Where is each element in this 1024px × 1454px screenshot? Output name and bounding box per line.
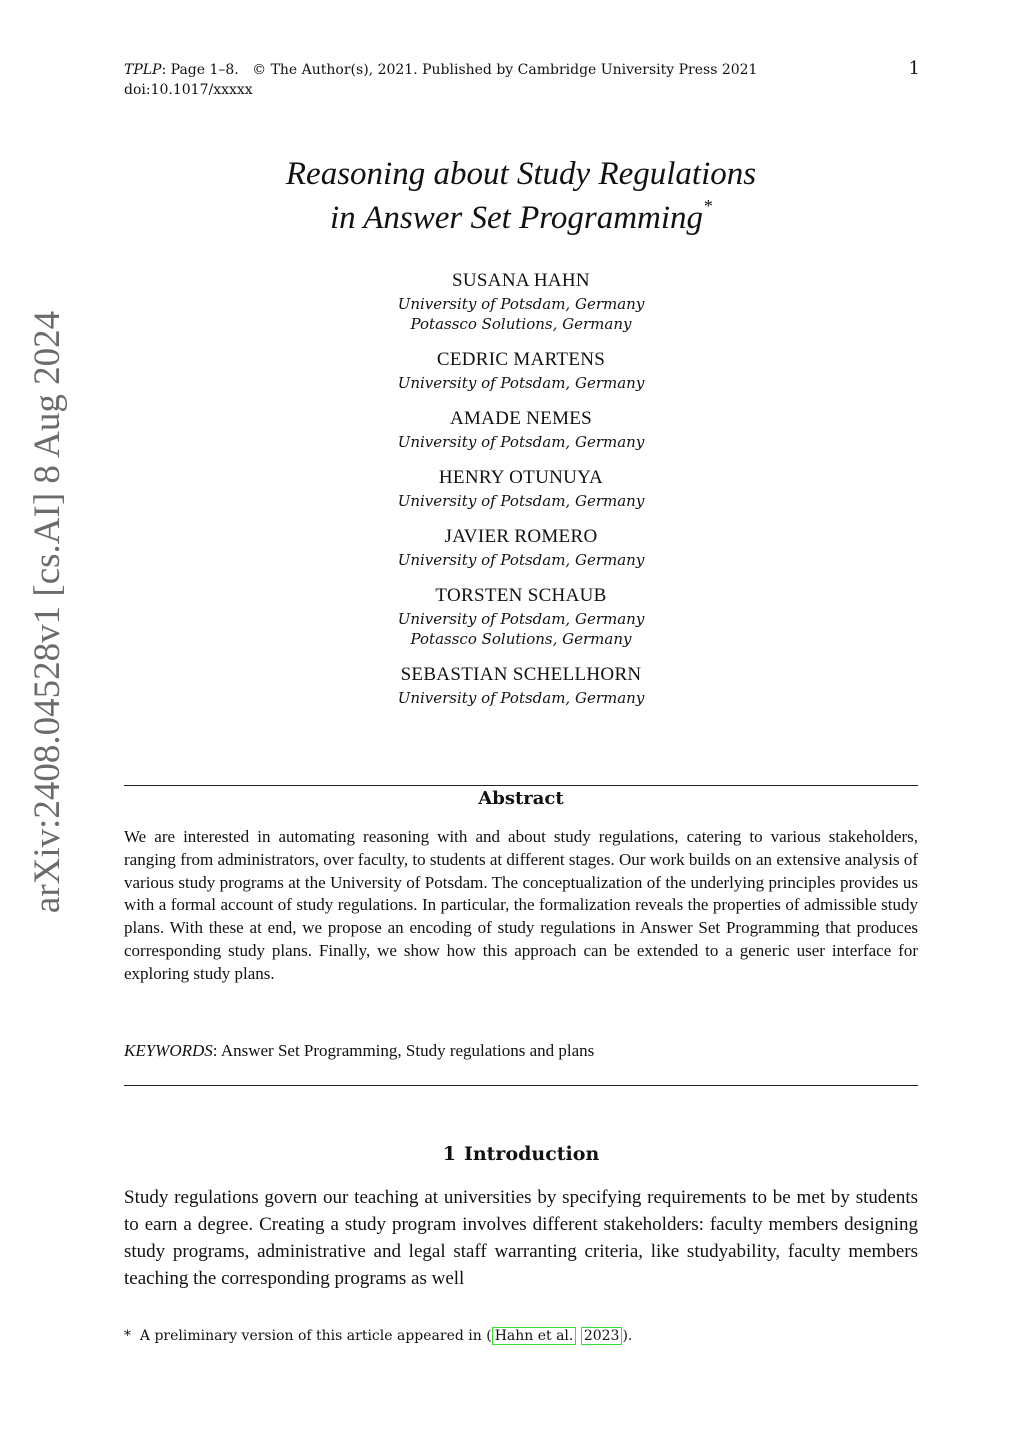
title-line-2-text: in Answer Set Programming xyxy=(329,200,704,236)
section-title: Introduction xyxy=(463,1143,600,1165)
keywords-label: KEYWORDS xyxy=(124,1041,213,1060)
title-footnote-mark[interactable]: * xyxy=(703,196,713,216)
footnote-end: ). xyxy=(622,1328,633,1344)
header-line-1 xyxy=(124,60,757,80)
citation-link-year[interactable]: 2023 xyxy=(581,1327,623,1345)
author-block xyxy=(124,268,918,334)
author-list xyxy=(124,268,918,721)
author-affiliation: University of Potsdam, Germany xyxy=(397,433,645,451)
author-affiliation: Potassco Solutions, Germany xyxy=(410,315,632,333)
author-block xyxy=(124,662,918,708)
footnote-text: A preliminary version of this article appeared in ( xyxy=(139,1328,492,1344)
section-heading xyxy=(124,1143,918,1165)
author-name: SUSANA HAHN xyxy=(452,270,590,291)
page-number: 1 xyxy=(908,58,920,79)
author-block xyxy=(124,524,918,570)
running-header xyxy=(124,60,757,100)
doi[interactable]: doi:10.1017/xxxxx xyxy=(124,82,253,98)
section-number: 1 xyxy=(442,1143,456,1165)
author-block xyxy=(124,583,918,649)
author-affiliation: University of Potsdam, Germany xyxy=(397,551,645,569)
author-name: CEDRIC MARTENS xyxy=(436,349,606,370)
abstract-text: We are interested in automating reasoning with and about study regulations, catering to various stakeholders, ranging from administrators, over faculty, to students at different stages. Our work builds on an extensive analysis of various study programs at the University of Potsdam. The conceptualization of the underlying principles provides us with a formal account of study regulations. In particular, the formalization reveals the properties of admissible study plans. With these at end, we propose an encoding of study regulations in Answer Set Programming that produces corresponding study plans. Finally, we show how this approach can be extended to a generic user interface for exploring study plans. xyxy=(124,827,918,983)
author-block xyxy=(124,347,918,393)
copyright-notice: © The Author(s), 2021. Published by Cambridge University Press 2021 xyxy=(252,62,758,78)
author-name: JAVIER ROMERO xyxy=(444,526,598,547)
author-affiliation: Potassco Solutions, Germany xyxy=(410,630,632,648)
author-affiliation: University of Potsdam, Germany xyxy=(397,492,645,510)
author-affiliation: University of Potsdam, Germany xyxy=(397,374,645,392)
citation-link-author[interactable]: Hahn et al. xyxy=(492,1327,577,1345)
footnote xyxy=(124,1326,632,1346)
abstract-heading: Abstract xyxy=(478,788,564,809)
arxiv-stamp[interactable]: arXiv:2408.04528v1 [cs.AI] 8 Aug 2024 xyxy=(27,310,68,914)
author-name: HENRY OTUNUYA xyxy=(438,467,604,488)
author-affiliation: University of Potsdam, Germany xyxy=(397,610,645,628)
author-affiliation: University of Potsdam, Germany xyxy=(397,689,645,707)
paper-title xyxy=(124,152,918,240)
author-block xyxy=(124,465,918,511)
keywords-text: : Answer Set Programming, Study regulations and plans xyxy=(212,1041,595,1060)
page-range: : Page 1–8. xyxy=(161,62,239,78)
abstract-bottom-rule xyxy=(124,1085,918,1086)
footnote-mark: * xyxy=(124,1328,131,1344)
abstract-top-rule xyxy=(124,785,918,786)
author-name: AMADE NEMES xyxy=(449,408,593,429)
author-affiliation: University of Potsdam, Germany xyxy=(397,295,645,313)
author-name: TORSTEN SCHAUB xyxy=(435,585,607,606)
title-line-2 xyxy=(124,196,918,240)
author-name: SEBASTIAN SCHELLHORN xyxy=(400,664,642,685)
journal-name: TPLP xyxy=(124,62,162,78)
title-line-1: Reasoning about Study Regulations xyxy=(285,156,757,192)
author-block xyxy=(124,406,918,452)
keywords xyxy=(124,1040,918,1062)
introduction-text: Study regulations govern our teaching at universities by specifying requirements to be met by students to earn a degree. Creating a study program involves different stakeholders: faculty members designing study programs, administrative and legal staff warranting criteria, like studyability, faculty members teaching the corresponding programs as well xyxy=(124,1187,918,1289)
